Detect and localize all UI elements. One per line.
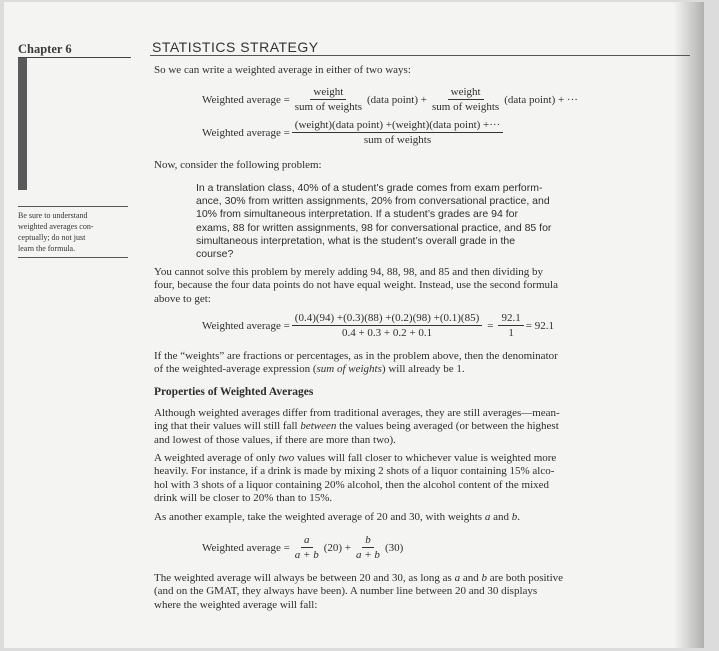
section-title: STATISTICS STRATEGY: [152, 39, 319, 55]
paragraph-although: [154, 407, 674, 447]
numerator: weight: [310, 86, 346, 100]
sidenote-line: Be sure to understand: [18, 211, 88, 220]
text-line: (and on the GMAT, they always have been). A number line between 20 and 30 displays: [154, 585, 538, 598]
numerator: weight: [448, 86, 484, 100]
header-rule: [150, 55, 690, 56]
fraction: [292, 534, 322, 561]
text-line: hol with 3 shots of a liquor containing 20% alcohol, then the alcohol content of the mixed: [154, 478, 550, 491]
text-line: ing that their values will still fall between the values being averaged (or between the highest: [154, 420, 559, 433]
text-line: If the “weights” are fractions or percentages, as in the problem above, then the denominator: [154, 350, 558, 362]
sidenote-line: ceptually; do not just: [18, 233, 86, 242]
formula-lhs: Weighted average =: [202, 541, 290, 554]
fraction: [498, 312, 523, 339]
sidenote-line: weighted averages con-: [18, 222, 94, 231]
sidenote-bottom-rule: [18, 257, 128, 258]
text-line: The weighted average will always be between 20 and 30, as long as a and b are both positive: [154, 572, 564, 584]
paragraph-cannot-solve: [154, 266, 674, 306]
denominator: a + b: [294, 549, 319, 561]
numerator: a: [301, 534, 313, 548]
text-line: of the weighted-average expression (sum of weights) will already be 1.: [154, 363, 465, 376]
problem-block: [196, 182, 648, 261]
formula-lhs: Weighted average =: [202, 126, 290, 139]
fraction: [353, 534, 383, 561]
text-line: above to get:: [154, 292, 211, 305]
numerator: (weight)(data point) +(weight)(data point) +···: [292, 119, 503, 133]
denominator: sum of weights: [431, 101, 500, 113]
numerator: b: [362, 534, 374, 548]
intro-text: So we can write a weighted average in either of two ways:: [154, 64, 411, 76]
text-line: Although weighted averages differ from traditional averages, they are still averages—mean-: [154, 407, 560, 419]
consider-text: Now, consider the following problem:: [154, 159, 322, 171]
book-page: [4, 2, 704, 648]
numerator: 92.1: [498, 312, 523, 326]
text-line: and lowest of those values, if there are more than two).: [154, 433, 396, 446]
sidenote: [18, 210, 128, 254]
formula-two-values: [202, 534, 403, 561]
formula-lhs: Weighted average =: [202, 319, 290, 332]
fraction: [429, 86, 502, 113]
sidenote-line: learn the formula.: [18, 244, 76, 253]
denominator: sum of weights: [363, 134, 432, 146]
problem-line: ance, 30% from written assignments, 20% from conversational practice, and: [196, 195, 550, 208]
denominator: sum of weights: [294, 101, 363, 113]
text-line: A weighted average of only two values will fall closer to whichever value is weighted more: [154, 452, 557, 464]
sidebar-rule: [18, 57, 131, 58]
formula-weighted-average-1: [202, 86, 578, 113]
formula-term: (20) +: [323, 541, 351, 554]
problem-line: simultaneous interpretation, what is the student’s overall grade in the: [196, 234, 516, 247]
text-line: You cannot solve this problem by merely adding 94, 88, 98, and 85 and then dividing by: [154, 266, 544, 278]
formula-lhs: Weighted average =: [202, 93, 290, 106]
denominator: 1: [508, 327, 514, 339]
text-line: heavily. For instance, if a drink is made by mixing 2 shots of a liquor containing 15% alco-: [154, 465, 555, 478]
text-line: four, because the four data points do not have equal weight. Instead, use the second formula: [154, 279, 558, 292]
problem-line: In a translation class, 40% of a student’s grade comes from exam perform-: [196, 182, 543, 194]
text-line: drink will be closer to 20% than to 15%.: [154, 491, 333, 504]
fraction: [292, 119, 503, 146]
formula-term: (data point) +: [367, 93, 427, 106]
formula-weighted-average-2: [202, 119, 505, 146]
problem-line: 10% from simultaneous interpretation. If a student’s grades are 94 for: [196, 208, 518, 221]
paragraph-two-values: [154, 452, 674, 505]
equals-sign: =: [487, 319, 494, 332]
properties-heading: Properties of Weighted Averages: [154, 386, 314, 398]
formula-term: (data point) + ···: [504, 93, 578, 106]
problem-line: exams, 88 for written assignments, 98 for conversational practice, and 85 for: [196, 221, 552, 234]
formula-worked-example: [202, 312, 554, 339]
numerator: (0.4)(94) +(0.3)(88) +(0.2)(98) +(0.1)(85): [292, 312, 482, 326]
formula-result: = 92.1: [525, 319, 554, 332]
gutter-shadow: [674, 2, 704, 648]
chapter-label: Chapter 6: [18, 42, 72, 56]
problem-line: course?: [196, 248, 234, 261]
fraction: [292, 86, 365, 113]
text-line: where the weighted average will fall:: [154, 598, 318, 611]
paragraph-example: As another example, take the weighted average of 20 and 30, with weights a and b.: [154, 511, 520, 523]
sidebar-bar: [18, 58, 27, 190]
formula-term: (30): [384, 541, 404, 554]
sidenote-top-rule: [18, 206, 128, 207]
denominator: a + b: [356, 549, 380, 561]
fraction: [292, 312, 482, 339]
denominator: 0.4 + 0.3 + 0.2 + 0.1: [341, 327, 433, 339]
paragraph-always-between: [154, 572, 674, 612]
paragraph-weights: [154, 350, 674, 377]
